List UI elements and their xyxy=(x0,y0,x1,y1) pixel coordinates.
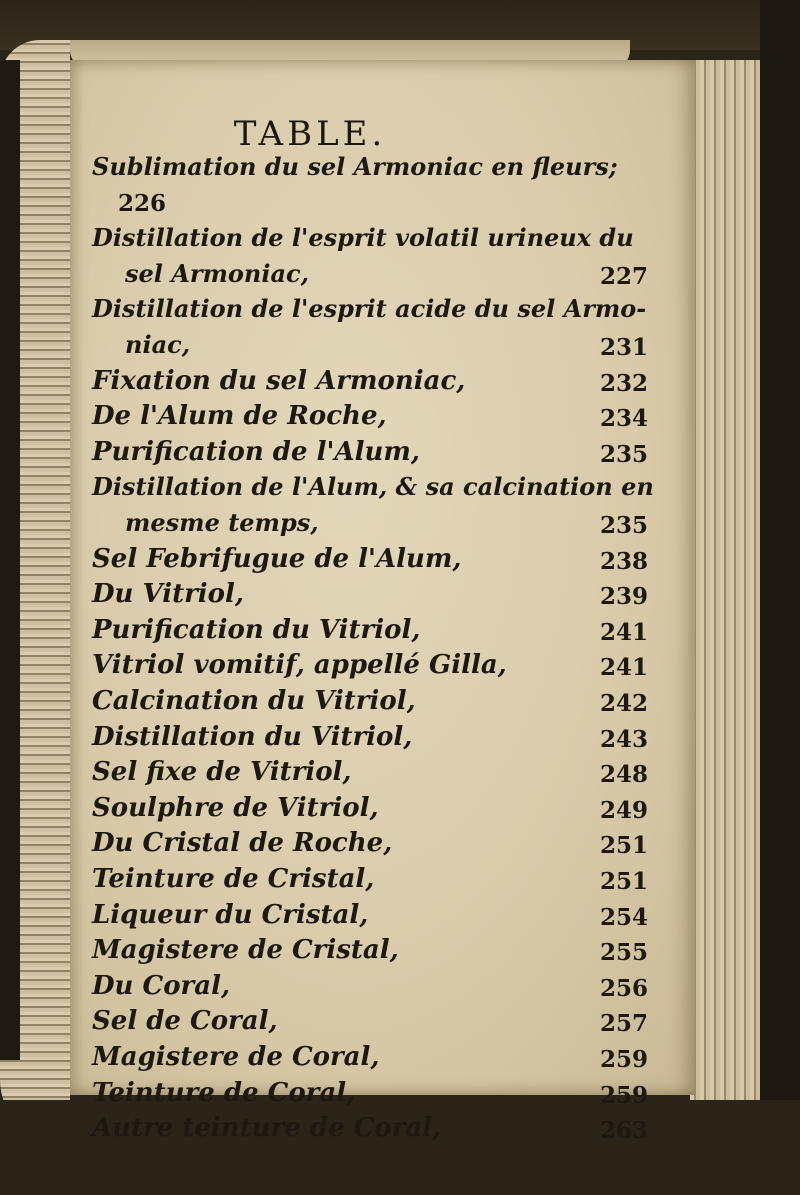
toc-entry-page: 234 xyxy=(600,405,649,433)
toc-entry-title: Teinture de Coral, xyxy=(92,1077,356,1108)
toc-entry-page: 239 xyxy=(600,583,649,611)
toc-entry-page: 232 xyxy=(600,369,649,397)
toc-entry-page: 226 xyxy=(118,189,167,217)
toc-entry-title: Purification du Vitriol, xyxy=(92,614,421,645)
toc-entry-continuation: sel Armoniac, xyxy=(125,258,310,288)
toc-entry-page: 263 xyxy=(600,1117,649,1145)
toc-entry-page: 254 xyxy=(600,903,649,931)
toc-entry-title: Distillation de l'Alum, & sa calcination en xyxy=(92,472,654,502)
toc-entry-title: Sublimation du sel Armoniac en fleurs; xyxy=(92,152,618,181)
toc-entry-title: Vitriol vomitif, appellé Gilla, xyxy=(92,650,507,681)
toc-entry-page: 243 xyxy=(600,725,649,753)
toc-entry-page: 235 xyxy=(600,512,649,539)
toc-entry-title: Du Vitriol, xyxy=(92,579,244,610)
toc-entry-title: Distillation de l'esprit acide du sel Armo- xyxy=(92,294,647,324)
toc-entry-page: 256 xyxy=(600,974,649,1002)
toc-entry-page: 251 xyxy=(600,868,649,895)
toc-entry-title: Magistere de Coral, xyxy=(92,1042,380,1072)
toc-entry-title: Autre teinture de Coral, xyxy=(92,1113,442,1144)
toc-entry-title: Sel de Coral, xyxy=(92,1006,278,1037)
toc-entry-continuation: niac, xyxy=(125,330,191,359)
toc-entry-page: 257 xyxy=(600,1010,649,1038)
toc-entry-title: Sel fixe de Vitriol, xyxy=(92,757,352,788)
toc-entry-page: 241 xyxy=(600,654,649,682)
toc-entry-title: Liqueur du Cristal, xyxy=(92,899,369,930)
toc-entry-title: Soulphre de Vitriol, xyxy=(92,792,379,823)
toc-entry-title: Teinture de Cristal, xyxy=(92,864,375,894)
toc-entry-continuation: mesme temps, xyxy=(125,508,319,537)
running-head: TABLE. xyxy=(233,114,387,154)
toc-entry-title: Sel Febrifugue de l'Alum, xyxy=(92,543,462,574)
toc-entry-title: Du Coral, xyxy=(92,970,231,1001)
toc-entry-page: 238 xyxy=(600,547,649,575)
toc-entry-page: 249 xyxy=(600,796,649,824)
toc-entry-page: 248 xyxy=(600,761,649,789)
toc-entry-page: 255 xyxy=(600,939,649,967)
toc-entry-page: 259 xyxy=(600,1046,649,1073)
toc-entry-title: De l'Alum de Roche, xyxy=(92,401,387,432)
toc-entry-page: 251 xyxy=(600,832,649,860)
toc-entry-title: Distillation du Vitriol, xyxy=(92,721,413,752)
toc-entry-title: Calcination du Vitriol, xyxy=(92,686,416,716)
toc-entry-page: 231 xyxy=(600,334,649,361)
toc-entry-title: Magistere de Cristal, xyxy=(92,935,399,966)
toc-entry-title: Du Cristal de Roche, xyxy=(92,828,393,859)
toc-entry-page: 227 xyxy=(600,262,649,290)
toc-entry-title: Distillation de l'esprit volatil urineux du xyxy=(92,223,634,253)
toc-entry-page: 259 xyxy=(600,1081,649,1109)
toc-entry-page: 235 xyxy=(600,440,649,468)
toc-entry-page: 242 xyxy=(600,690,649,717)
toc-entry-title: Purification de l'Alum, xyxy=(92,436,420,467)
toc-entry-title: Fixation du sel Armoniac, xyxy=(92,365,466,396)
toc-entry-page: 241 xyxy=(600,618,649,646)
